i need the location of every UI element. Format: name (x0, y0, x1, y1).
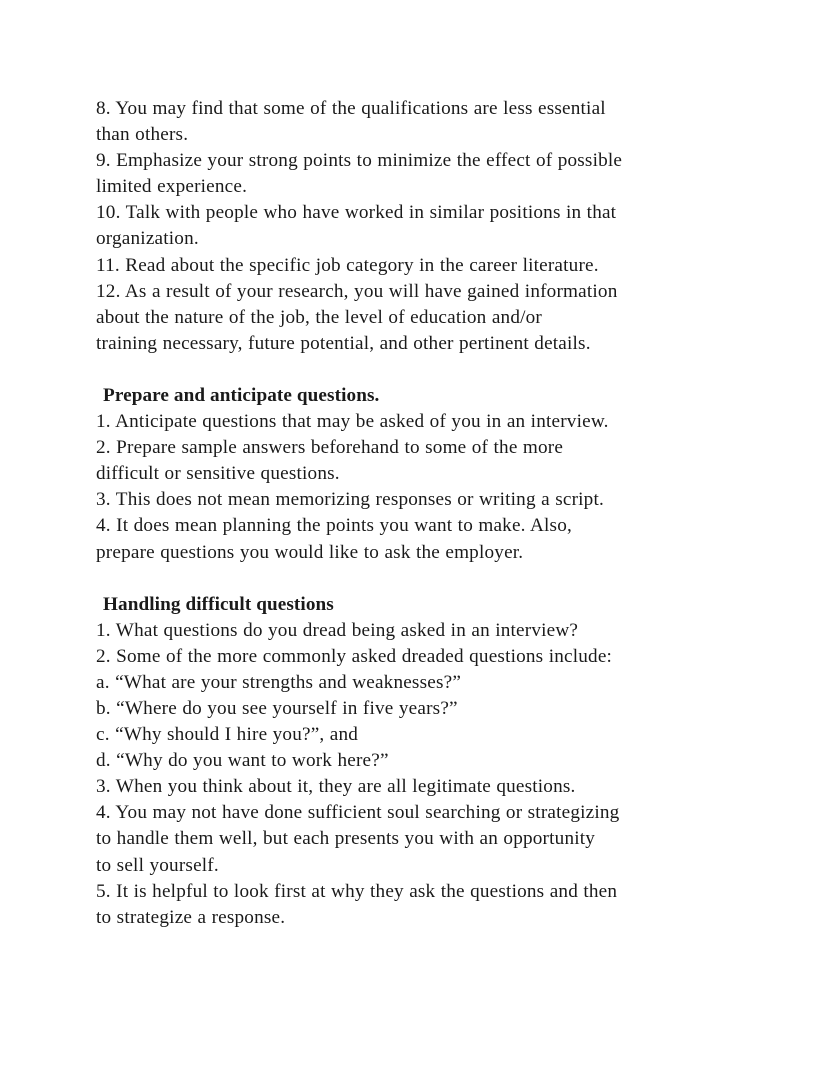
text-line: 1. Anticipate questions that may be asked of you in an interview. (96, 411, 609, 433)
text-line: to strategize a response. (96, 906, 286, 928)
text-line: a. “What are your strengths and weaknesses?” (96, 671, 462, 693)
text-line: to sell yourself. (96, 854, 219, 876)
text-line: 4. You may not have done sufficient soul searching or strategizing (96, 802, 620, 824)
text-line: 5. It is helpful to look first at why they ask the questions and then (96, 880, 618, 902)
text-line: 8. You may find that some of the qualifications are less essential (96, 98, 606, 119)
text-line: b. “Where do you see yourself in five years?” (96, 697, 458, 719)
text-line: prepare questions you would like to ask the employer. (96, 541, 524, 563)
text-line: to handle them well, but each presents you with an opportunity (96, 828, 596, 850)
document-body (96, 96, 716, 931)
section-heading: Handling difficult questions (103, 593, 334, 615)
text-block-prepare-and-anticipate-questions (96, 383, 716, 566)
text-line: than others. (96, 124, 189, 146)
text-line: difficult or sensitive questions. (96, 463, 340, 485)
text-line: c. “Why should I hire you?”, and (96, 724, 359, 746)
text-line: organization. (96, 228, 199, 250)
text-line: limited experience. (96, 176, 248, 198)
text-block-handling-difficult-questions (96, 592, 716, 931)
text-line: 2. Some of the more commonly asked dreaded questions include: (96, 645, 613, 667)
text-line: about the nature of the job, the level of education and/or (96, 306, 543, 328)
text-line: 2. Prepare sample answers beforehand to some of the more (96, 437, 564, 459)
text-line: 4. It does mean planning the points you want to make. Also, (96, 515, 572, 537)
text-line: 1. What questions do you dread being asked in an interview? (96, 619, 579, 641)
section-heading: Prepare and anticipate questions. (103, 384, 380, 406)
text-line: 12. As a result of your research, you will have gained information (96, 280, 618, 302)
text-line: training necessary, future potential, and other pertinent details. (96, 332, 591, 354)
text-line: 9. Emphasize your strong points to minimize the effect of possible (96, 150, 623, 172)
text-block-research-list-continued (96, 96, 716, 357)
text-line: 3. When you think about it, they are all legitimate questions. (96, 776, 576, 798)
text-line: d. “Why do you want to work here?” (96, 750, 389, 772)
text-line: 10. Talk with people who have worked in similar positions in that (96, 202, 617, 224)
text-line: 11. Read about the specific job category in the career literature. (96, 254, 599, 276)
text-line: 3. This does not mean memorizing responses or writing a script. (96, 489, 604, 511)
